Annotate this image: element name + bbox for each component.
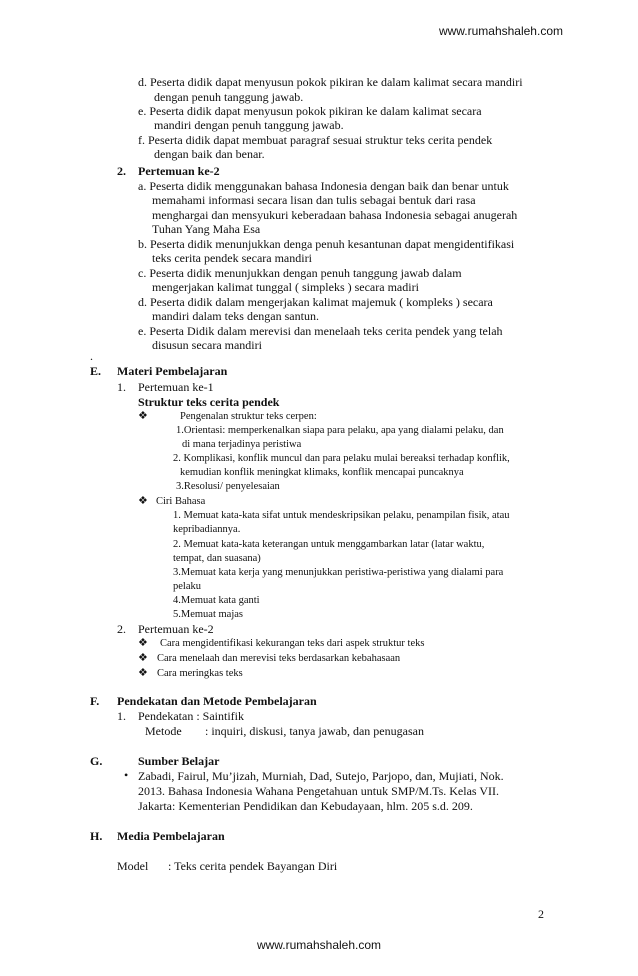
struktur-title: Struktur teks cerita pendek [138,395,280,409]
section-e-p2-number: 2. [117,622,126,636]
pertemuan2-e-line1: e. Peserta Didik dalam merevisi dan menelaah teks cerita pendek yang telah [138,324,503,338]
ciri-bahasa-label: Ciri Bahasa [156,496,206,507]
objective-e-line1: e. Peserta didik dapat menyusun pokok pikiran ke dalam kalimat secara [138,104,482,118]
metode-label: Metode [145,724,182,738]
cara-2: Cara menelaah dan merevisi teks berdasarkan kebahasaan [157,653,401,664]
resolusi-text: 3.Resolusi/ penyelesaian [176,481,280,492]
diamond-bullet-icon: ❖ [138,495,148,507]
komplikasi-line2: kemudian konflik meningkat klimaks, konflik mencapai puncaknya [180,467,464,478]
ciri-4: 4.Memuat kata ganti [173,595,260,606]
model-value: : Teks cerita pendek Bayangan Diri [168,859,338,873]
metode-value: : inquiri, diskusi, tanya jawab, dan penugasan [205,724,424,738]
objective-f-line1: f. Peserta didik dapat membuat paragraf sesuai struktur teks cerita pendek [138,133,493,147]
pertemuan2-a-line2: memahami informasi secara lisan dan tulis sebagai bentuk dari rasa [152,193,476,207]
orientasi-line1: 1.Orientasi: memperkenalkan siapa para pelaku, apa yang dialami pelaku, dan [176,425,504,436]
reference-line1: Zabadi, Fairul, Mu’jizah, Murniah, Dad, Sutejo, Parjopo, dan, Mujiati, Nok. [138,769,504,783]
ciri-3-line1: 3.Memuat kata kerja yang menunjukkan peristiwa-peristiwa yang dialami para [173,567,504,578]
pendekatan-text: Pendekatan : Saintifik [138,709,244,723]
section-e-p1: Pertemuan ke-1 [138,380,214,394]
ciri-1-line2: kepribadiannya. [173,524,241,535]
ciri-2-line1: 2. Memuat kata-kata keterangan untuk menggambarkan latar (latar waktu, [173,539,485,550]
pertemuan2-a-line4: Tuhan Yang Maha Esa [152,222,261,236]
cara-3: Cara meringkas teks [157,668,243,679]
section-g-letter: G. [90,754,103,768]
pertemuan2-heading: Pertemuan ke-2 [138,164,220,178]
pertemuan2-a-line1: a. Peserta didik menggunakan bahasa Indonesia dengan baik dan benar untuk [138,179,509,193]
footer-site: www.rumahshaleh.com [256,938,382,952]
ciri-3-line2: pelaku [173,581,201,592]
orientasi-line2: di mana terjadinya peristiwa [182,439,302,450]
diamond-bullet-icon: ❖ [138,667,148,679]
pertemuan2-a-line3: menghargai dan mensyukuri keberadaan bahasa Indonesia sebagai anugerah [152,208,518,222]
round-bullet-icon: • [124,768,129,782]
section-f-letter: F. [90,694,100,708]
header-site: www.rumahshaleh.com [438,24,563,38]
pertemuan2-c-line2: mengerjakan kalimat tunggal ( simpleks ) secara madiri [152,280,419,294]
objective-d-line1: d. Peserta didik dapat menyusun pokok pikiran ke dalam kalimat secara mandiri [138,75,523,89]
section-f-title: Pendekatan dan Metode Pembelajaran [117,694,317,708]
pengenalan-text: Pengenalan struktur teks cerpen: [180,411,317,422]
objective-d-line2: dengan penuh tanggung jawab. [154,90,304,104]
diamond-bullet-icon: ❖ [138,637,148,649]
pertemuan2-number: 2. [117,164,126,178]
ciri-2-line2: tempat, dan suasana) [173,553,261,564]
pertemuan2-d-line1: d. Peserta didik dalam mengerjakan kalimat majemuk ( kompleks ) secara [138,295,493,309]
pertemuan2-b-line1: b. Peserta didik menunjukkan denga penuh kesantunan dapat mengidentifikasi [138,237,515,251]
ciri-5: 5.Memuat majas [173,609,243,620]
section-h-title: Media Pembelajaran [117,829,225,843]
section-f-number: 1. [117,709,126,723]
komplikasi-line1: 2. Komplikasi, konflik muncul dan para pelaku mulai bereaksi terhadap konflik, [173,453,510,464]
pertemuan2-d-line2: mandiri dalam teks dengan santun. [152,309,319,323]
diamond-bullet-icon: ❖ [138,410,148,422]
model-label: Model [117,859,149,873]
objective-e-line2: mandiri dengan penuh tanggung jawab. [154,118,344,132]
reference-line3: Jakarta: Kementerian Pendidikan dan Kebudayaan, hlm. 205 s.d. 209. [138,799,473,813]
section-e-title: Materi Pembelajaran [117,364,228,378]
objective-f-line2: dengan baik dan benar. [154,147,265,161]
section-e-p1-number: 1. [117,380,126,394]
pertemuan2-c-line1: c. Peserta didik menunjukkan dengan penuh tanggung jawab dalam [138,266,462,280]
reference-line2: 2013. Bahasa Indonesia Wahana Pengetahuan untuk SMP/M.Ts. Kelas VII. [138,784,500,798]
diamond-bullet-icon: ❖ [138,652,148,664]
section-g-title: Sumber Belajar [138,754,220,768]
pertemuan2-b-line2: teks cerita pendek secara mandiri [152,251,312,265]
ciri-1-line1: 1. Memuat kata-kata sifat untuk mendeskripsikan pelaku, penampilan fisik, atau [173,510,510,521]
pertemuan2-e-line2: disusun secara mandiri [152,338,262,352]
page-number: 2 [538,907,544,921]
section-h-letter: H. [90,829,103,843]
section-e-letter: E. [90,364,102,378]
section-e-p2: Pertemuan ke-2 [138,622,214,636]
stray-dot: . [90,349,93,363]
cara-1: Cara mengidentifikasi kekurangan teks dari aspek struktur teks [160,638,425,649]
